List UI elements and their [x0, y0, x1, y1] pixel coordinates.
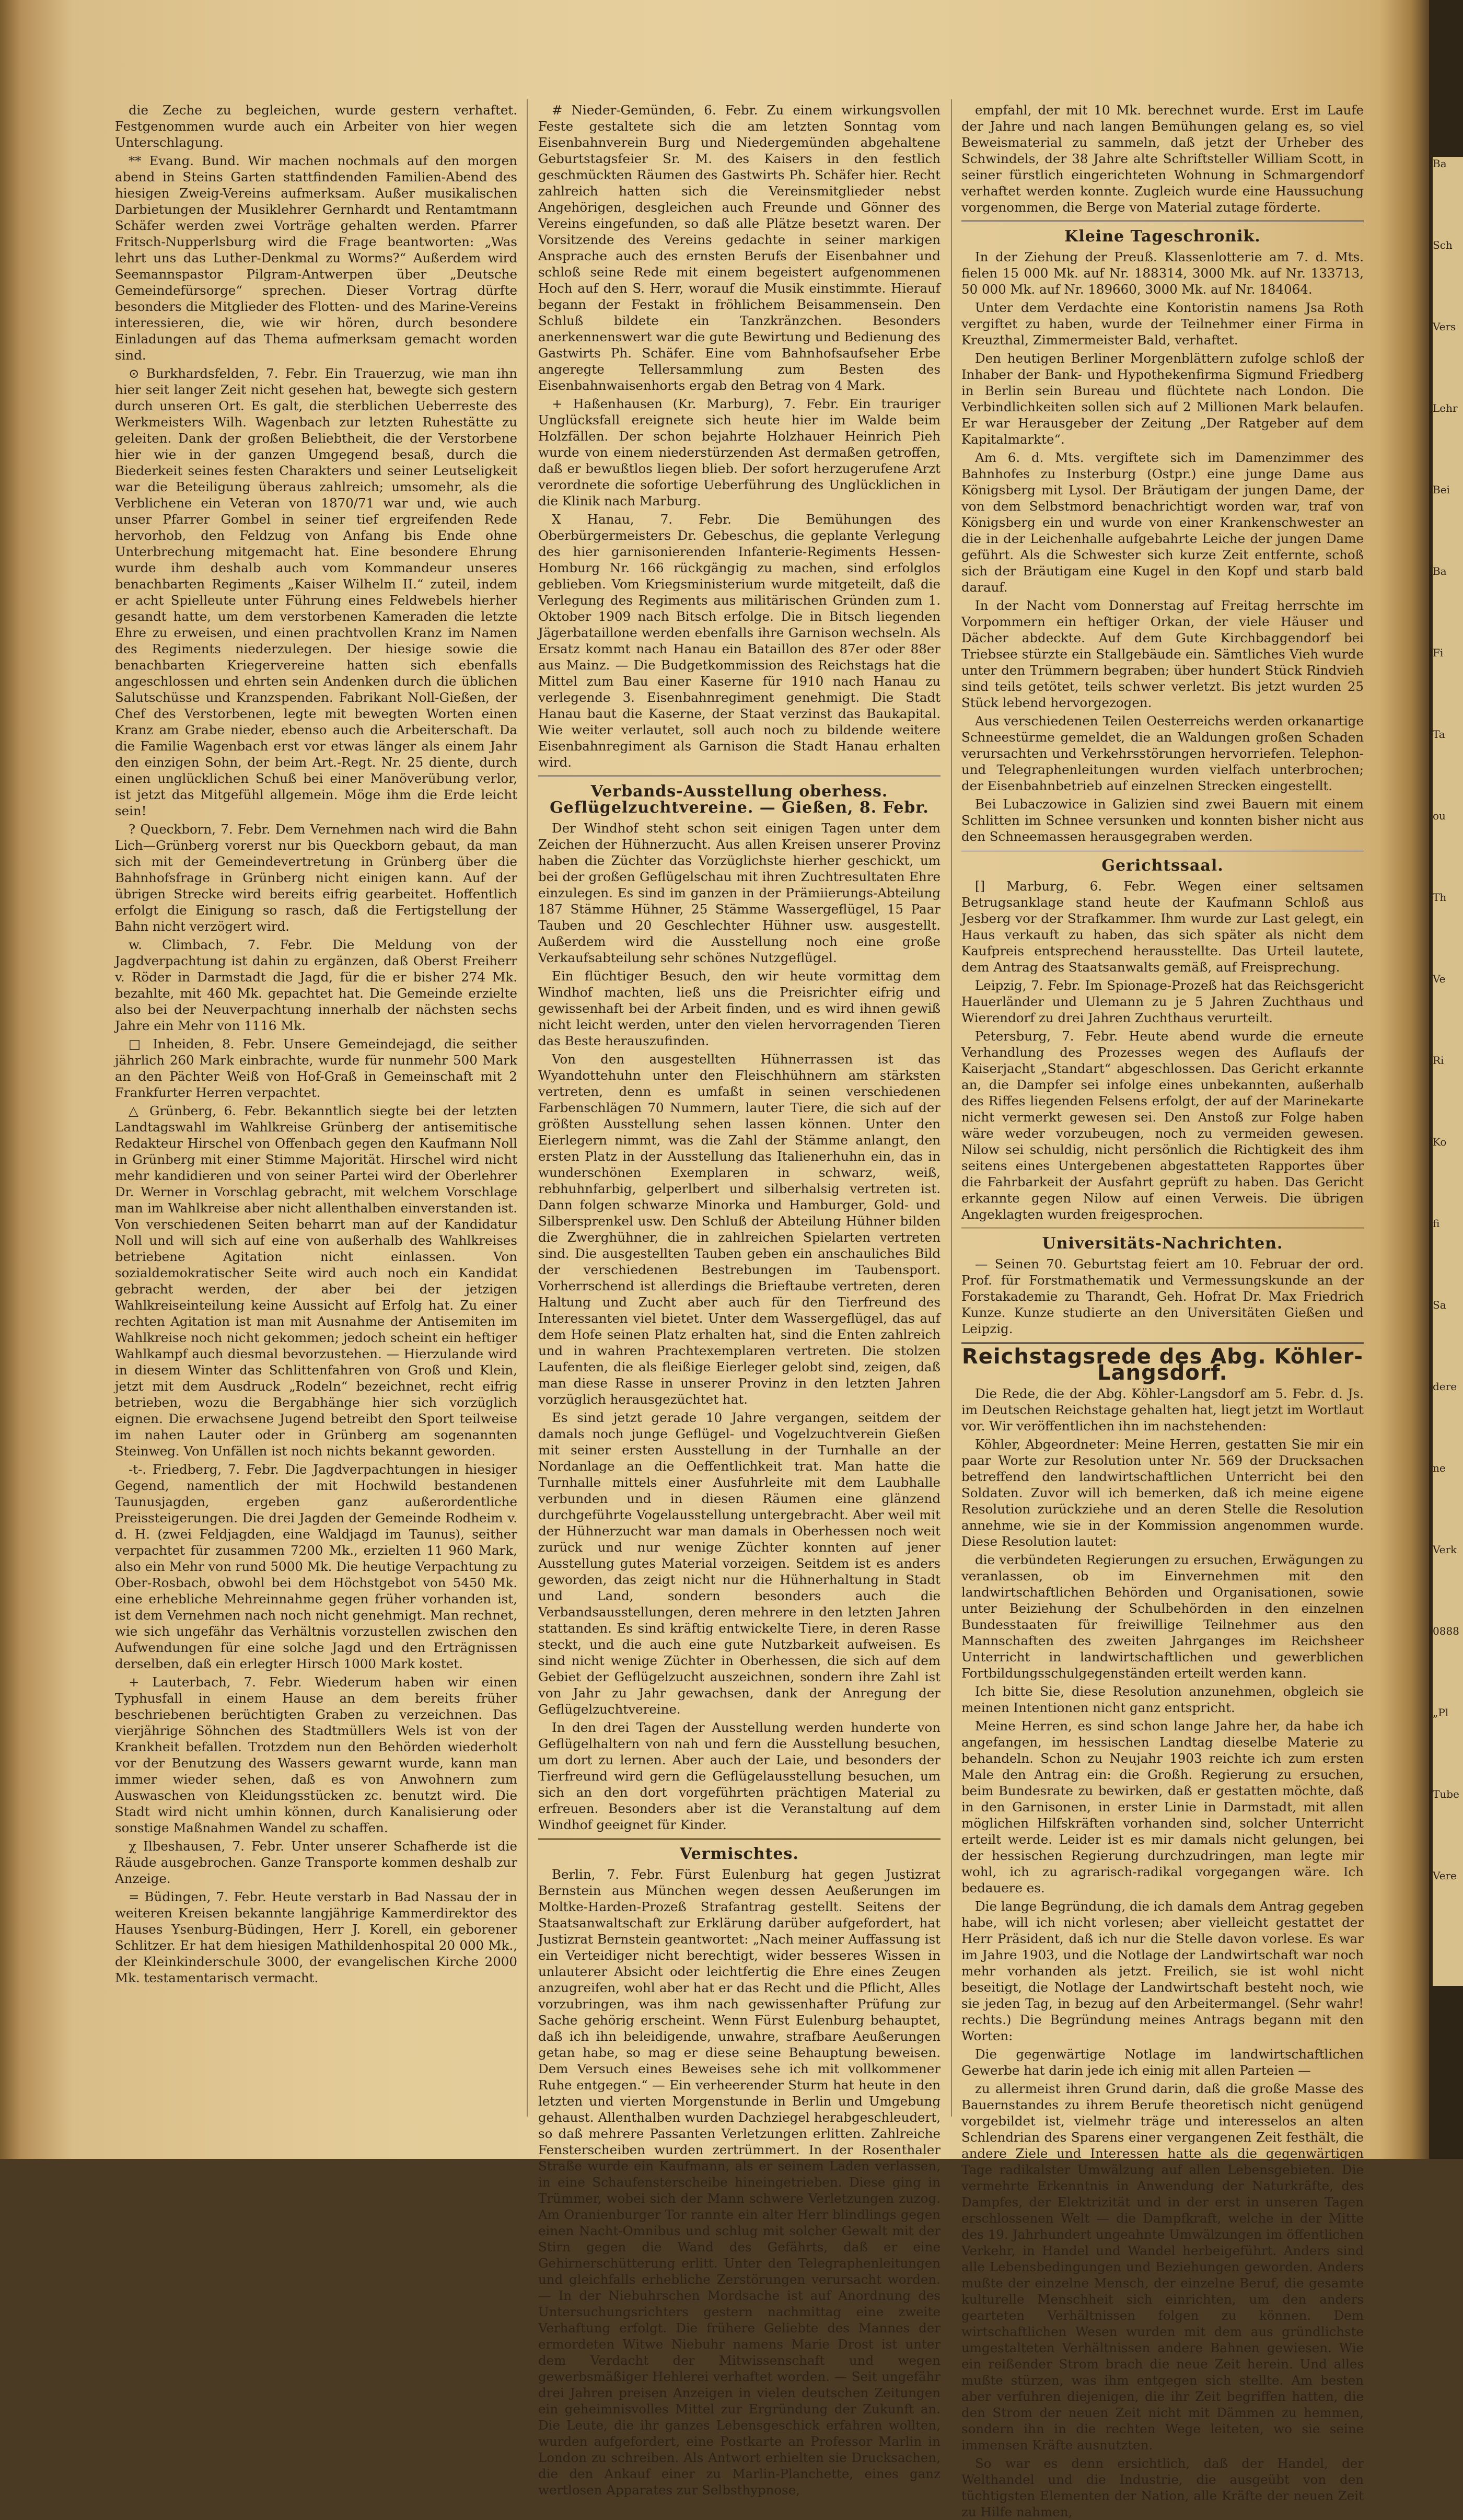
- edge-text-fragment: dere: [1433, 1380, 1457, 1393]
- edge-text-fragment: Ri: [1433, 1054, 1444, 1067]
- edge-text-fragment: Vere: [1433, 1869, 1457, 1882]
- column-divider: [527, 99, 528, 2117]
- section-separator: [538, 776, 940, 777]
- article-paragraph: Es sind jetzt gerade 10 Jahre vergangen, seitdem der damals noch junge Geflügel- und Vogelzuchtverein Gießen mit seiner ersten Ausstellung in der Turnhalle an der Nordanlage an die Oeffentlichkeit trat. Man hatte die Turnhalle mittels einer Ausfuhrleite mit dem Laubhalle verbunden und in diesen Räumen eine glänzend durchgeführte Vogelausstellung untergebracht. Aber weil mit der Hühnerzucht war man damals in Oberhessen noch weit zurück und nur wenige Züchter konnten auf jener Ausstellung gutes Material vorzeigen. Seitdem ist es anders geworden, das zeigt nicht nur die Hühnerhaltung in Stadt und Land, sondern besonders auch die Verbandsausstellungen, deren mehrere in den letzten Jahren stattanden. Es sind kräftig entwickelte Tiere, in deren Rasse steckt, und die auch eine gute Nutzbarkeit aufweisen. Es sind nicht wenige Züchter in Oberhessen, die sich auf dem Gebiet der Geflügelzucht auszeichnen, sondern ihre Zahl ist von Jahr zu Jahr gewachsen, dank der Anregung der Geflügelzuchtvereine.: [538, 1410, 940, 1717]
- article-paragraph: Ein flüchtiger Besuch, den wir heute vormittag dem Windhof machten, ließ uns die Preisrichter eifrig und gewissenhaft bei der Arbeit finden, und es wird ihnen gewiß nicht leicht werden, unter den vielen hervorragenden Tieren das Beste herauszufinden.: [538, 968, 940, 1048]
- article-paragraph: So war es denn ersichtlich, daß der Handel, der Welthandel und die Industrie, die ausgeübt von den tüchtigsten Elementen der Nation, alle Kräfte der neuen Zeit zu Hilfe nahmen,: [961, 2456, 1364, 2519]
- edge-text-fragment: Vers: [1433, 320, 1456, 333]
- article-paragraph: ⊙ Burkhardsfelden, 7. Febr. Ein Trauerzug, wie man ihn hier seit langer Zeit nicht gesehen hat, bewegte sich gestern durch unseren Ort. Es galt, die sterblichen Ueberreste des Werkmeisters Wilh. Wagenbach zur letzten Ruhestätte zu geleiten. Dank der großen Beliebtheit, die der Verstorbene hier wie in der ganzen Umgegend besaß, durch die Biederkeit seines festen Charakters und seiner Leutseligkeit war die Beteiligung überaus zahlreich; umsomehr, als die Verblichene ein Veteran von 1870/71 war und, wie auch unser Pfarrer Gombel in seiner tief ergreifenden Rede hervorhob, den Feldzug von Anfang bis Ende ohne Unterbrechung mitgemacht hat. Eine besondere Ehrung wurde ihm deshalb auch vom Kommandeur unseres benachbarten Regiments „Kaiser Wilhelm II.“ zuteil, indem er acht Spielleute unter Führung eines Feldwebels hierher gesandt hatte, um dem verstorbenen Kameraden die letzte Ehre zu erweisen, und einen prachtvollen Kranz im Namen des Regiments niederzulegen. Der hiesige sowie die benachbarten Kriegervereine hatten sich ebenfalls angeschlossen und ehrten sein Andenken durch die üblichen Salutschüsse und Kranzspenden. Fabrikant Noll-Gießen, der Chef des Verstorbenen, legte mit bewegten Worten einen Kranz am Grabe nieder, ebenso auch die Arbeiterschaft. Da die Familie Wagenbach erst vor etwas länger als einem Jahr den einzigen Sohn, der beim Art.-Regt. Nr. 25 diente, durch einen unglücklichen Schuß bei einer Manöverübung verlor, ist jetzt das Mitgefühl allgemein. Möge ihm die Erde leicht sein!: [115, 366, 517, 818]
- article-paragraph: In der Nacht vom Donnerstag auf Freitag herrschte im Vorpommern ein heftiger Orkan, der viele Häuser und Dächer abdeckte. Auf dem Gute Kirchbaggendorf bei Triebsee stürzte ein Stallgebäude ein. Sämtliches Vieh wurde unter den Trümmern begraben; über hundert Stück Rindvieh sind teils getötet, teils schwer verletzt. Bis jetzt wurden 25 Stück lebend hervorgezogen.: [961, 598, 1364, 710]
- edge-text-fragment: Ba: [1433, 565, 1447, 577]
- article-paragraph: Der Windhof steht schon seit einigen Tagen unter dem Zeichen der Hühnerzucht. Aus allen Kreisen unserer Provinz haben die Züchter das Vorzüglichste hierher geschickt, um bei der großen Geflügelschau mit ihren Zuchtresultaten Ehre einzulegen. Es sind im ganzen in der Prämiierungs-Abteilung 187 Stämme Hühner, 25 Stämme Wassergeflügel, 15 Paar Tauben und 20 Geschlechter Hühner usw. ausgestellt. Außerdem wird die Ausstellung noch eine große Verkaufsabteilung sehr schönes Nutzgeflügel.: [538, 820, 940, 965]
- edge-text-fragment: ou: [1433, 810, 1446, 822]
- article-paragraph: -t-. Friedberg, 7. Febr. Die Jagdverpachtungen in hiesiger Gegend, namentlich der mit Hochwild bestandenen Taunusjagden, ergeben ganz außerordentliche Preissteigerungen. Die drei Jagden der Gemeinde Rodheim v. d. H. (zwei Feldjagden, eine Waldjagd im Taunus), seither verpachtet für zusammen 7200 Mk., erzielten 11 960 Mark, also ein Mehr von rund 5000 Mk. Die heutige Verpachtung zu Ober-Rosbach, obwohl bei dem Höchstgebot von 5450 Mk. eine erhebliche Mehreinnahme gegen früher vorhanden ist, ist dem Vernehmen nach noch nicht genehmigt. Man rechnet, wie sich ungefähr das Verhältnis vorzustellen zwischen den Aufwendungen für eine solche Jagd und den Erträgnissen derselben, daß ein erlegter Hirsch 1000 Mark kostet.: [115, 1462, 517, 1671]
- article-paragraph: In den drei Tagen der Ausstellung werden hunderte von Geflügelhaltern von nah und fern die Ausstellung besuchen, um dort zu lernen. Aber auch der Laie, und besonders der Tierfreund wird gern die Geflügelausstellung besuchen, um sich an den dort vorgeführten prächtigen Material zu erfreuen. Besonders aber ist die Veranstaltung auf dem Windhof geeignet für Kinder.: [538, 1720, 940, 1832]
- article-paragraph: Von den ausgestellten Hühnerrassen ist das Wyandottehuhn unter den Fleischhühnern am stärksten vertreten, denn es umfaßt in seinen verschiedenen Farbenschlägen 70 Nummern, lauter Tiere, die sich auf der größten Ausstellung sehen lassen können. Unter den Eierlegern nimmt, was die Zahl der Stämme anlangt, den ersten Platz in der Ausstellung das Italienerhuhn ein, das in wunderschönen Exemplaren in schwarz, weiß, rebhuhnfarbig, gelperlbert und silberhalsig vertreten ist. Dann folgen schwarze Minorka und Hamburger, Gold- und Silbersprenkel usw. Den Schluß der Abteilung Hühner bilden die Zwerghühner, die in zahlreichen Spielarten vertreten sind. Die ausgestellten Tauben geben ein anschauliches Bild der verschiedenen Bestrebungen im Taubensport. Vorherrschend ist allerdings die Brieftaube vertreten, deren Haltung und Zucht aber auch für den Tierfreund des Interessanten viel bietet. Unter dem Wassergeflügel, das auf dem Hofe seinen Platz erhalten hat, sind die Enten zahlreich und in wahren Prachtexemplaren vertreten. Die stolzen Laufenten, die als fleißige Eierleger gelobt sind, zeigen, daß man diese Rasse in unserer Provinz in den letzten Jahren vorzüglich herausgezüchtet hat.: [538, 1051, 940, 1407]
- edge-text-fragment: Ko: [1433, 1136, 1447, 1148]
- edge-text-fragment: Verk: [1433, 1543, 1457, 1556]
- article-paragraph: ? Queckborn, 7. Febr. Dem Vernehmen nach wird die Bahn Lich—Grünberg vorerst nur bis Queckborn gebaut, da man sich mit der Gemeindevertretung in Grünberg über die Bahnhofsfrage in Grünberg nicht einigen kann. Auf der übrigen Strecke wird bereits eifrig gearbeitet. Hoffentlich erfolgt die Einigung so rasch, daß die Fertigstellung der Bahn nicht verzögert wird.: [115, 822, 517, 934]
- section-separator: [961, 850, 1364, 851]
- article-paragraph: △ Grünberg, 6. Febr. Bekanntlich siegte bei der letzten Landtagswahl im Wahlkreise Grünberg der antisemitische Redakteur Hirschel von Offenbach gegen den Kaufmann Noll in Grünberg mit einer Stimme Majorität. Hirschel wird nicht mehr kandidieren und von seiner Partei wird der Oberlehrer Dr. Werner in Vorschlag gebracht, mit welchem Vorschlage man im Wahlkreise aber nicht allenthalben einverstanden ist. Von verschiedenen Seiten beharrt man auf der Kandidatur Noll und will sich auf eine von außerhalb des Wahlkreises betriebene Agitation nicht einlassen. Von sozialdemokratischer Seite wird auch noch ein Kandidat gebracht werden, der aber bei der jetzigen Wahlkreiseinteilung keine Aussicht auf Erfolg hat. Zu einer rechten Agitation ist man mit Ausnahme der Antisemiten im Wahlkreise noch nicht gekommen; jedoch scheint ein heftiger Wahlkampf auch diesmal bevorzustehen. — Hierzulande wird in diesem Winter das Schlittenfahren von Groß und Klein, jetzt mit dem Ausdruck „Rodeln“ bezeichnet, recht eifrig betrieben, wozu die Bergabhänge hier sich vorzüglich eignen. Die erwachsene Jugend betreibt den Sport teilweise im nahen Lauter oder in Grünberg am sogenannten Steinweg. Von Unfällen ist noch nichts bekannt geworden.: [115, 1103, 517, 1459]
- edge-text-fragment: Sch: [1433, 239, 1453, 251]
- section-heading: Gerichtssaal.: [1101, 857, 1224, 875]
- article-paragraph: — Seinen 70. Geburtstag feiert am 10. Februar der ord. Prof. für Forstmathematik und Vermessungskunde an der Forstakademie zu Tharandt, Geh. Hofrat Dr. Max Friedrich Kunze. Kunze studierte an den Universitäten Gießen und Leipzig.: [961, 1256, 1364, 1336]
- article-paragraph: + Haßenhausen (Kr. Marburg), 7. Febr. Ein trauriger Unglücksfall ereignete sich heute hier im Walde beim Holzfällen. Der schon bejahrte Holzhauer Heinrich Pieh wurde von einem niederstürzenden Ast dermaßen getroffen, daß er bewußtlos liegen blieb. Der sofort herzugerufene Arzt verordnete die sofortige Ueberführung des Unglücklichen in die Klinik nach Marburg.: [538, 396, 940, 508]
- section-separator: [961, 1228, 1364, 1229]
- article-paragraph: [] Marburg, 6. Febr. Wegen einer seltsamen Betrugsanklage stand heute der Kaufmann Schloß aus Jesberg vor der Strafkammer. Ihm wurde zur Last gelegt, ein Haus verkauft zu haben, das sich später als nicht dem Kaufpreis entsprechend herausstellte. Das Urteil lautete, dem Antrag des Staatsanwalts gemäß, auf Freisprechung.: [961, 878, 1364, 975]
- article-paragraph: w. Climbach, 7. Febr. Die Meldung von der Jagdverpachtung ist dahin zu ergänzen, daß Oberst Freiherr v. Röder in Darmstadt die Jagd, für die er bisher 274 Mk. bezahlte, mit 460 Mk. gepachtet hat. Die Gemeinde erzielte also bei der Neuverpachtung innerhalb der nächsten sechs Jahre ein Mehr von 1116 Mk.: [115, 937, 517, 1033]
- article-paragraph: X Hanau, 7. Febr. Die Bemühungen des Oberbürgermeisters Dr. Gebeschus, die geplante Verlegung des hier garnisonierenden Infanterie-Regiments Hessen-Homburg Nr. 166 rückgängig zu machen, sind erfolglos geblieben. Vom Kriegsministerium wurde mitgeteilt, daß die Verlegung des Regiments aus militärischen Gründen zum 1. Oktober 1909 nach Bitsch erfolge. Die in Bitsch liegenden Jägerbataillone werden ebenfalls ihre Garnison wechseln. Als Ersatz kommt nach Hanau ein Bataillon des 87er oder 88er aus Mainz. — Die Budgetkommission des Reichstags hat die Mittel zum Bau einer Kaserne für 1910 nach Hanau zu verlegende 3. Eisenbahnregiment genehmigt. Die Stadt Hanau baut die Kaserne, der Staat verzinst das Baukapital. Wie weiter verlautet, soll auch noch zu bildende weitere Eisenbahnregiment als Garnison die Stadt Hanau erhalten wird.: [538, 512, 940, 770]
- edge-text-fragment: 0888: [1433, 1625, 1459, 1637]
- article-paragraph: # Nieder-Gemünden, 6. Febr. Zu einem wirkungsvollen Feste gestaltete sich die am letzten Sonntag vom Eisenbahnverein Burg und Niedergemünden abgehaltene Geburtstagsfeier Sr. M. des Kaisers in den festlich geschmückten Räumen des Gastwirts Ph. Schäfer hier. Recht zahlreich hatten sich die Vereinsmitglieder nebst Angehörigen, desgleichen auch Freunde und Gönner des Vereins eingefunden, so daß alle Plätze besetzt waren. Der Vorsitzende des Vereins gedachte in seiner markigen Ansprache auch des ernsten Berufs der Eisenbahner und schloß seine Rede mit einem begeistert aufgenommenen Hoch auf den S. Herr, worauf die Musik einstimmte. Hierauf begann der Festakt in fröhlichem Beisammensein. Den Schluß bildete ein Tanzkränzchen. Besonders anerkennenswert war die gute Bewirtung und Bedienung des Gastwirts Ph. Schäfer. Eine vom Bahnhofsaufseher Erbe angeregte Tellersammlung zum Besten des Eisenbahnwaisenhorts ergab den Betrag von 4 Mark.: [538, 102, 940, 393]
- edge-text-fragment: Ve: [1433, 973, 1446, 985]
- edge-text-fragment: „Pl: [1433, 1706, 1449, 1719]
- section-separator: [961, 221, 1364, 222]
- article-paragraph: ** Evang. Bund. Wir machen nochmals auf den morgen abend in Steins Garten stattfindenden Familien-Abend des hiesigen Zweig-Vereins aufmerksam. Außer musikalischen Darbietungen der Musiklehrer Gernhardt und Rentamtmann Schäfer werden zwei Vorträge gehalten werden. Pfarrer Fritsch-Nupperlsburg wird die Frage beantworten: „Was lehrt uns das Luther-Denkmal zu Worms?“ Außerdem wird Seemannspastor Pilgram-Antwerpen über „Deutsche Gemeindefürsorge“ sprechen. Dieser Vortrag dürfte besonders die Mitglieder des Flotten- und des Marine-Vereins interessieren, die, wie wir hören, durch besondere Einladungen auf das Thema aufmerksam gemacht worden sind.: [115, 153, 517, 363]
- article-paragraph: In der Ziehung der Preuß. Klassenlotterie am 7. d. Mts. fielen 15 000 Mk. auf Nr. 188314, 3000 Mk. auf Nr. 133713, 50 000 Mk. auf Nr. 189660, 3000 Mk. auf Nr. 184064.: [961, 249, 1364, 297]
- edge-text-fragment: Sa: [1433, 1299, 1446, 1311]
- article-paragraph: Ich bitte Sie, diese Resolution anzunehmen, obgleich sie meinen Intentionen nicht ganz entspricht.: [961, 1684, 1364, 1715]
- section-heading: Universitäts-Nachrichten.: [1042, 1234, 1283, 1253]
- article-paragraph: Den heutigen Berliner Morgenblättern zufolge schloß der Inhaber der Bank- und Hypothekenfirma Sigmund Friedberg in Berlin sein Bureau und flüchtete nach London. Die Verbindlichkeiten sollen sich auf 2 Millionen Mark belaufen. Er war Herausgeber der Zeitung „Der Ratgeber auf dem Kapitalmarkte“.: [961, 351, 1364, 447]
- section-heading: Kleine Tageschronik.: [1064, 227, 1261, 246]
- article-paragraph: Petersburg, 7. Febr. Heute abend wurde die erneute Verhandlung des Prozesses wegen des Auflaufs der Kaiserjacht „Standart“ abgeschlossen. Das Gericht erkannte an, die Dampfer sei infolge eines unbekannten, außerhalb des Riffes liegenden Felsens erfolgt, der auf der Marinekarte nicht vermerkt gewesen sei. Den Anstoß zur Folge haben wäre weder vorzubeugen, noch zu vermeiden gewesen. Nilow sei schuldig, nicht persönlich die Richtigkeit des ihm seitens eines Untergebenen abgestatteten Rapportes über die Fahrbarkeit der Ausfahrt geprüft zu haben. Das Gericht erkannte gegen Nilow auf einen Verweis. Die übrigen Angeklagten wurden freigesprochen.: [961, 1028, 1364, 1222]
- column-3: [961, 102, 1364, 2519]
- article-paragraph: Aus verschiedenen Teilen Oesterreichs werden orkanartige Schneestürme gemeldet, die an Waldungen großen Schaden verursachten und Verkehrsstörungen hervorriefen. Telephon- und Telegraphenleitungen wurden vielfach unterbrochen; der Eisenbahnbetrieb auf einzelnen Strecken eingestellt.: [961, 713, 1364, 793]
- article-paragraph: Leipzig, 7. Febr. Im Spionage-Prozeß hat das Reichsgericht Hauerländer und Ulemann zu je 5 Jahren Zuchthaus und Wierendorf zu drei Jahren Zuchthaus verurteilt.: [961, 978, 1364, 1025]
- section-separator: [961, 1342, 1364, 1344]
- edge-text-fragment: fi: [1433, 1217, 1440, 1230]
- newspaper-page: [84, 78, 1374, 2519]
- article-paragraph: Die gegenwärtige Notlage im landwirtschaftlichen Gewerbe hat darin jede ich einig mit allen Parteien —: [961, 2047, 1364, 2078]
- section-heading: Verbands-Ausstellung oberhess. Geflügelzuchtvereine. — Gießen, 8. Febr.: [550, 782, 929, 817]
- article-paragraph: Am 6. d. Mts. vergiftete sich im Damenzimmer des Bahnhofes zu Insterburg (Ostpr.) eine junge Dame aus Königsberg mit Lysol. Der Bräutigam der jungen Dame, der von dem Selbstmord benachrichtigt worden war, traf von Königsberg ein und wurde von einer Krankenschwester an die in der Leichenhalle aufgebahrte Leiche der jungen Dame geführt. Als die Schwester sich kurze Zeit entfernte, schoß sich der Bräutigam eine Kugel in den Kopf und starb bald darauf.: [961, 450, 1364, 595]
- article-paragraph: die Zeche zu begleichen, wurde gestern verhaftet. Festgenommen wurde auch ein Arbeiter von hier wegen Unterschlagung.: [115, 102, 517, 150]
- edge-text-fragment: Lehr: [1433, 402, 1458, 414]
- edge-text-fragment: Tube: [1433, 1788, 1459, 1800]
- article-paragraph: χ Ilbeshausen, 7. Febr. Unter unserer Schafherde ist die Räude ausgebrochen. Ganze Transporte kommen deshalb zur Anzeige.: [115, 1839, 517, 1886]
- adjacent-page-fragment: [1433, 157, 1463, 1986]
- article-paragraph: + Lauterbach, 7. Febr. Wiederum haben wir einen Typhusfall in einem Hause an dem bereits früher beschriebenen berüchtigten Graben zu verzeichnen. Das vierjährige Söhnchen des Stadtmüllers Wels ist von der Krankheit befallen. Trotzdem nun den Behörden wiederholt vor der Benutzung des Wassers gewarnt wurde, kann man immer wieder sehen, daß es von Anwohnern zum Auswaschen von Kleidungsstücken zc. benutzt wird. Die Stadt wird nicht umhin können, durch Kanalisierung oder sonstige Maßnahmen Wandel zu schaffen.: [115, 1674, 517, 1835]
- article-paragraph: die verbündeten Regierungen zu ersuchen, Erwägungen zu veranlassen, ob im Einvernehmen mit den landwirtschaftlichen Behörden und Organisationen, sowie unter Beiziehung der Schulbehörden in den einzelnen Bundesstaaten für freiwillige Teilnehmer aus den Mannschaften des zweiten Jahrganges im Reichsheer Unterricht in landwirtschaftlichen und gewerblichen Fortbildungsschulgegenständen erteilt werden kann.: [961, 1552, 1364, 1681]
- article-paragraph: Meine Herren, es sind schon lange Jahre her, da habe ich angefangen, im hessischen Landtag dieselbe Materie zu behandeln. Schon zu Neujahr 1903 reichte ich zum ersten Male den Antrag ein: die Großh. Regierung zu ersuchen, beim Bundesrate zu bewirken, daß er gestatten möchte, daß in den Garnisonen, in erster Linie in Darmstadt, mit allen möglichen Hilfskräften vorhanden sind, solcher Unterricht erteilt werde. Leider ist es mir damals nicht gelungen, bei der hessischen Regierung durchzudringen, man legte mir wohl, ich zu agrarisch-radikal vorgegangen wäre. Ich bedauere es.: [961, 1718, 1364, 1895]
- column-1: [115, 102, 517, 2114]
- column-2: [538, 102, 940, 2498]
- article-paragraph: Unter dem Verdachte eine Kontoristin namens Jsa Roth vergiftet zu haben, wurde der Teilnehmer einer Firma in Kreuzthal, Zimmermeister Bald, verhaftet.: [961, 300, 1364, 348]
- article-paragraph: Die lange Begründung, die ich damals dem Antrag gegeben habe, will ich nicht vorlesen; aber vielleicht gestattet der Herr Präsident, daß ich nur die Stelle davon vorlese. Es war im Jahre 1903, und die Notlage der Landwirtschaft war noch mehr vorhanden als jetzt. Freilich, sie ist wohl nicht beseitigt, die Notlage der Landwirtschaft besteht noch, wie sie jeden Tag, in bezug auf den Arbeitermangel. (Sehr wahr! rechts.) Die Begründung meines Antrags begann mit den Worten:: [961, 1899, 1364, 2043]
- section-heading: Reichstagsrede des Abg. Köhler-Langsdorf.: [962, 1345, 1363, 1385]
- column-divider: [951, 99, 952, 2117]
- edge-text-fragment: Fi: [1433, 646, 1444, 659]
- article-paragraph: zu allermeist ihren Grund darin, daß die große Masse des Bauernstandes zu ihrem Berufe theoretisch nicht genügend vorgebildet ist, vielmehr träge und interesselos an alten Schlendrian des Sparens einer vergangenen Zeit festhält, die andere Ziele und Interessen hatte als die gegenwärtigen Tage radikalster Umwälzung auf allen Lebensgebieten. Die vermehrte Erkenntnis in Anwendung der Naturkräfte, des Dampfes, der Elektrizität und in der erst in unseren Tagen erschlossenen Welt — die Dampfkraft, welche in der Mitte des 19. Jahrhundert ungeahnte Umwälzungen im öffentlichen Verkehr, in Handel und Wandel herbeigeführt. Anders sind alle Lebensbedingungen und Beziehungen geworden. Anders mußte der einzelne Mensch, der einzelne Beruf, die gesamte kulturelle Menschheit sich einrichten, um den anders gearteten Verhältnissen folgen zu können. Dem wirtschaftlichen Wesen wurden mit dem aus gründlichste umgestalteten Verhältnissen andere Bahnen gewiesen. Wie ein reißender Strom brach die neue Zeit herein. Und alles mußte stürzen, was ihm entgegen sich stellte. Am besten aber verfuhren diejenigen, die ihr Zeit begriffen hatten, die den Strom der neuen Zeit nicht mit Dämmen zu hemmen, sondern ihn in die rechten Wege leiteten, wo sie seine immensen Kräfte ausnutzten.: [961, 2081, 1364, 2453]
- article-paragraph: Bei Lubaczowice in Galizien sind zwei Bauern mit einem Schlitten im Schnee versunken und konnten bisher nicht aus den Schneemassen herausgegraben werden.: [961, 796, 1364, 844]
- edge-text-fragment: Th: [1433, 891, 1447, 904]
- article-paragraph: □ Inheiden, 8. Febr. Unsere Gemeindejagd, die seither jährlich 260 Mark einbrachte, wurde für nunmehr 500 Mark an den Pächter Weiß von Hof-Graß in Gemeinschaft mit 2 Frankfurter Herren verpachtet.: [115, 1036, 517, 1100]
- article-paragraph: Berlin, 7. Febr. Fürst Eulenburg hat gegen Justizrat Bernstein aus München wegen dessen Aeußerungen im Moltke-Harden-Prozeß Strafantrag gestellt. Seitens der Staatsanwaltschaft zur Erklärung darüber aufgefordert, hat Justizrat Bernstein geantwortet: „Nach meiner Auffassung ist ein Verteidiger nicht berechtigt, wider besseres Wissen in unlauterer Absicht oder leichtfertig die Ehre eines Zeugen anzugreifen, wohl aber hat er das Recht und die Pflicht, Alles vorzubringen, was ihm nach gewissenhafter Prüfung zur Sache gehörig erscheint. Wenn Fürst Eulenburg behauptet, daß ich ihn beleidigende, unwahre, strafbare Aeußerungen getan habe, so mag er diese seine Behauptung beweisen. Dem Versuch eines Beweises sehe ich mit vollkommener Ruhe entgegen.“ — Ein verheerender Sturm hat heute in den letzten und vierten Morgenstunde in Berlin und Umgebung gehaust. Allenthalben wurden Dachziegel herabgeschleudert, so daß mehrere Passanten Verletzungen erlitten. Zahlreiche Fensterscheiben wurden zertrümmert. In der Rosenthaler Straße wurde ein Kaufmann, als er seinem Laden verlassen, in eine Schaufensterscheibe hineingetrieben. Diese ging in Trümmer, wobei sich der Mann schwere Verletzungen zuzog. Am Oranienburger Tor rannte ein alter Herr blindlings gegen einen Nacht-Omnibus und schlug mit solcher Gewalt mit der Stirn gegen die Wand des Gefährts, daß er eine Gehirnerschütterung erlitt. Unter den Telegraphenleitungen und gleichfalls erhebliche Zerstörungen verursacht worden. — In der Niebuhrschen Mordsache ist auf Anordnung des Untersuchungsrichters gestern nachmittag eine zweite Verhaftung erfolgt. Die frühere Geliebte des Mannes der ermordeten Witwe Niebuhr namens Marie Drost ist unter dem Verdacht der Mitwissenschaft und wegen gewerbsmäßiger Hehlerei verhaftet worden. — Seit ungefähr drei Jahren preisen Anzeigen in vielen deutschen Zeitungen ein geheimnisvolles Mittel zur Ergründung der Zukunft an. Die Leute, die ihr ganzes Lebensgeschick erfahren wollten, wurden aufgefordert, eine Postkarte an Professor Marlin in London zu schreiben. Als Antwort erhielten sie Drucksachen, die den Ankauf einer zu Marlin-Planchette, eines ganz wertlosen Apparates zur Selbsthypnose,: [538, 1867, 940, 2498]
- edge-text-fragment: Ta: [1433, 728, 1445, 741]
- section-heading: Vermischtes.: [680, 1845, 799, 1863]
- article-paragraph: empfahl, der mit 10 Mk. berechnet wurde. Erst im Laufe der Jahre und nach langen Bemühungen gelang es, so viel Beweismaterial zu sammeln, daß jetzt der Urheber des Schwindels, der 38 Jahre alte Schriftsteller William Scott, in seiner fürstlich eingerichteten Wohnung in Schmargendorf verhaftet werden konnte. Zugleich wurde eine Haussuchung vorgenommen, die Berge von Material zutage förderte.: [961, 102, 1364, 215]
- article-paragraph: Köhler, Abgeordneter: Meine Herren, gestatten Sie mir ein paar Worte zur Resolution unter Nr. 569 der Drucksachen betreffend den landwirtschaftlichen Unterricht bei den Soldaten. Zuvor will ich bemerken, daß ich meine eigene Resolution zurückziehe und an deren Stelle die Resolution annehme, wie sie in der Kommission angenommen wurde. Diese Resolution lautet:: [961, 1437, 1364, 1549]
- edge-text-fragment: ne: [1433, 1462, 1446, 1474]
- article-paragraph: = Büdingen, 7. Febr. Heute verstarb in Bad Nassau der in weiteren Kreisen bekannte langjährige Kammerdirektor des Hauses Ysenburg-Büdingen, Herr J. Korell, ein geborener Schlitzer. Er hat dem hiesigen Mathildenhospital 20 000 Mk., der Kleinkinderschule 3000, der evangelischen Kirche 2000 Mk. testamentarisch vermacht.: [115, 1889, 517, 1985]
- article-paragraph: Die Rede, die der Abg. Köhler-Langsdorf am 5. Febr. d. Js. im Deutschen Reichstage gehalten hat, liegt jetzt im Wortlaut vor. Wir veröffentlichen ihn im nachstehenden:: [961, 1386, 1364, 1434]
- edge-text-fragment: Ba: [1433, 157, 1447, 170]
- section-separator: [538, 1838, 940, 1840]
- edge-text-fragment: Bei: [1433, 483, 1450, 496]
